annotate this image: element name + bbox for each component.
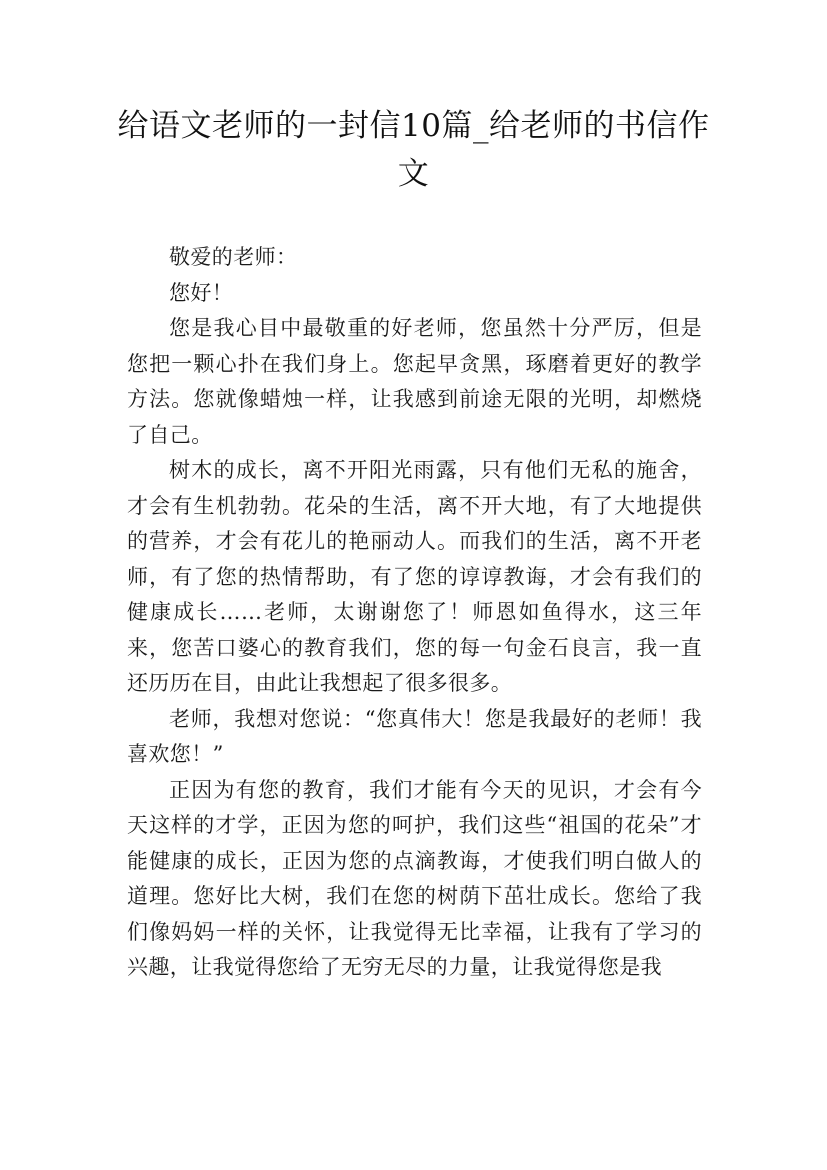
- greeting: 您好！: [169, 280, 234, 305]
- document-body: [127, 240, 702, 986]
- body-paragraph: 正因为有您的教育，我们才能有今天的见识，才会有今天这样的才学，正因为您的呵护，我们这些“祖国的花朵”才能健康的成长，正因为您的点滴教诲，才使我们明白做人的道理。您好比大树，我们在您的树荫下茁壮成长。您给了我们像妈妈一样的关怀，让我觉得无比幸福，让我有了学习的兴趣，让我觉得您给了无穷无尽的力量，让我觉得您是我: [127, 777, 702, 979]
- body-paragraph: 树木的成长，离不开阳光雨露，只有他们无私的施舍，才会有生机勃勃。花朵的生活，离不开大地，有了大地提供的营养，才会有花儿的艳丽动人。而我们的生活，离不开老师，有了您的热情帮助，有了您的谆谆教诲，才会有我们的健康成长……老师，太谢谢您了！师恩如鱼得水，这三年来，您苦口婆心的教育我们，您的每一句金石良言，我一直还历历在目，由此让我想起了很多很多。: [127, 458, 702, 695]
- salutation: 敬爱的老师：: [169, 245, 298, 269]
- document-title: 给语文老师的一封信10篇_给老师的书信作文: [117, 108, 710, 192]
- body-paragraph: 老师，我想对您说：“您真伟大！您是我最好的老师！我喜欢您！”: [127, 706, 702, 766]
- body-paragraph: 您是我心目中最敬重的好老师，您虽然十分严厉，但是您把一颗心扑在我们身上。您起早贪黑，琢磨着更好的教学方法。您就像蜡烛一样，让我感到前途无限的光明，却燃烧了自己。: [127, 316, 702, 447]
